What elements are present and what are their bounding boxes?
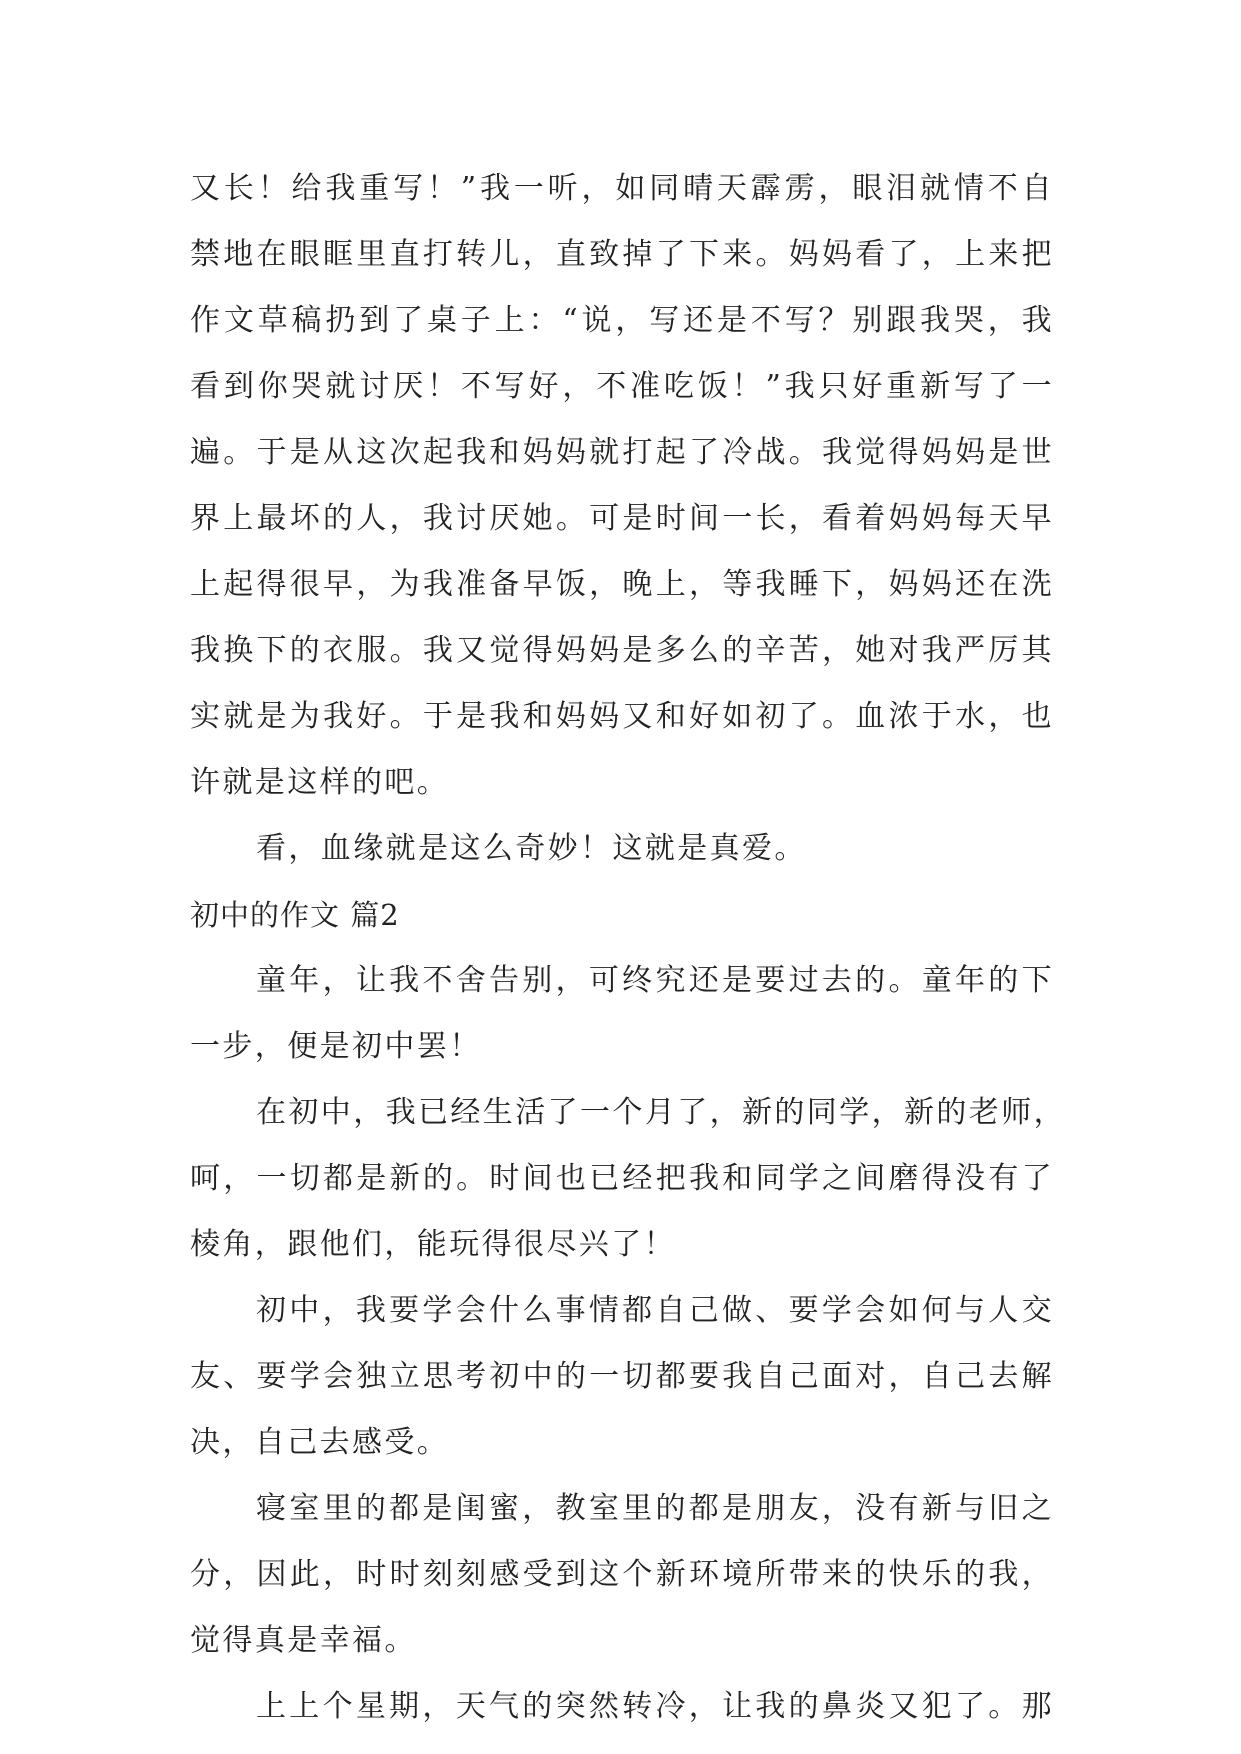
text-line: 我换下的衣服。我又觉得妈妈是多么的辛苦，她对我严厉其: [190, 633, 1054, 668]
text-line: 分，因此，时时刻刻感受到这个新环境所带来的快乐的我，: [190, 1557, 1054, 1592]
text-line: 初中，我要学会什么事情都自己做、要学会如何与人交: [256, 1293, 1054, 1328]
text-line: 许就是这样的吧。: [190, 765, 450, 800]
text-line: 实就是为我好。于是我和妈妈又和好如初了。血浓于水，也: [190, 699, 1054, 734]
text-line: 决，自己去感受。: [190, 1425, 450, 1460]
text-line: 上上个星期，天气的突然转冷，让我的鼻炎又犯了。那: [256, 1689, 1054, 1724]
section-heading: [190, 882, 1054, 948]
text-line: 寝室里的都是闺蜜，教室里的都是朋友，没有新与旧之: [256, 1491, 1054, 1526]
paragraph: [190, 1674, 1054, 1740]
document-body: [190, 156, 1066, 1740]
text-line: 童年，让我不舍告别，可终究还是要过去的。童年的下: [256, 963, 1054, 998]
paragraph: [190, 1080, 1066, 1278]
text-line: 上起得很早，为我准备早饭，晚上，等我睡下，妈妈还在洗: [190, 567, 1054, 602]
paragraph: [190, 948, 1054, 1080]
paragraph: [190, 816, 1054, 882]
text-line: 遍。于是从这次起我和妈妈就打起了冷战。我觉得妈妈是世: [190, 435, 1054, 470]
paragraph: [190, 1278, 1054, 1476]
text-line: 棱角，跟他们，能玩得很尽兴了！: [190, 1227, 676, 1262]
text-line: 觉得真是幸福。: [190, 1623, 417, 1658]
text-line: 又长！给我重写！”我一听，如同晴天霹雳，眼泪就情不自: [190, 171, 1054, 206]
text-line: 禁地在眼眶里直打转儿，直致掉了下来。妈妈看了，上来把: [190, 237, 1054, 272]
text-line: 友、要学会独立思考初中的一切都要我自己面对，自己去解: [190, 1359, 1054, 1394]
text-line: 界上最坏的人，我讨厌她。可是时间一长，看着妈妈每天早: [190, 501, 1054, 536]
text-line: 一步，便是初中罢！: [190, 1029, 482, 1064]
paragraph: [190, 1476, 1054, 1674]
text-line: 看到你哭就讨厌！不写好，不准吃饭！”我只好重新写了一: [190, 369, 1054, 404]
text-line: 呵，一切都是新的。时间也已经把我和同学之间磨得没有了: [190, 1161, 1054, 1196]
paragraph: [190, 156, 1054, 816]
text-line: 看，血缘就是这么奇妙！这就是真爱。: [256, 831, 807, 866]
heading-text: 初中的作文 篇2: [190, 898, 400, 932]
text-line: 作文草稿扔到了桌子上：“说，写还是不写？别跟我哭，我: [190, 303, 1054, 338]
text-line: 在初中，我已经生活了一个月了，新的同学，新的老师，: [256, 1095, 1066, 1130]
